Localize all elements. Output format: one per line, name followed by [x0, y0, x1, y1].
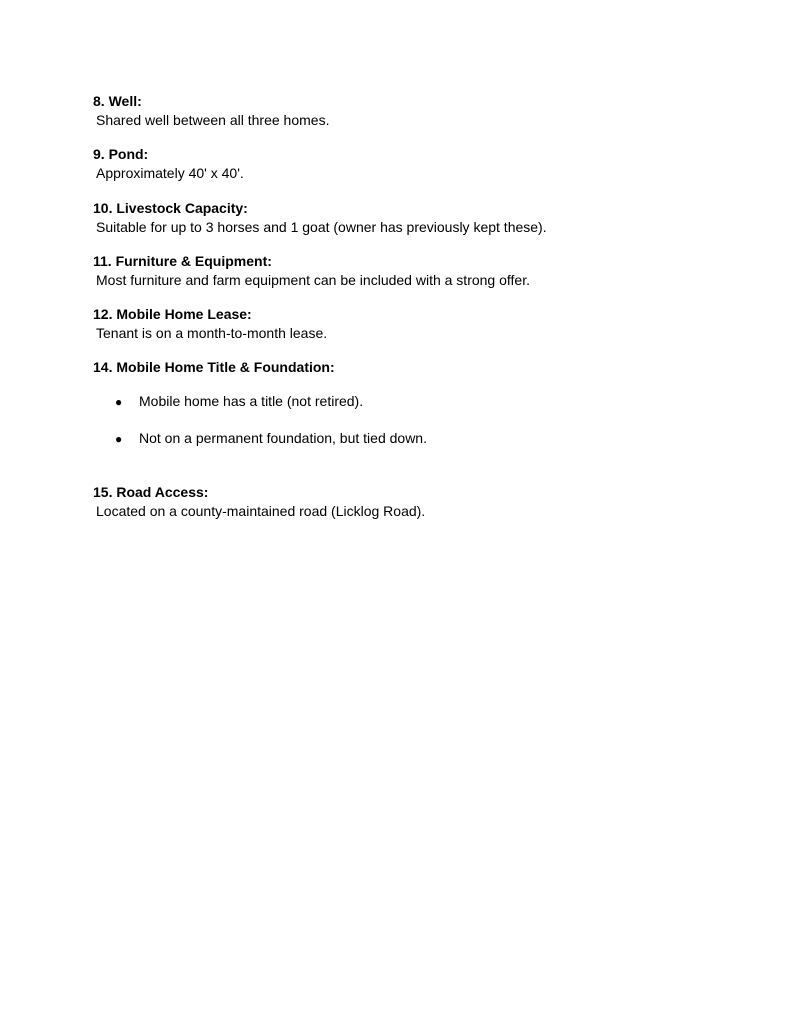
bullet-icon: ●	[115, 395, 123, 409]
section-text: Located on a county-maintained road (Licklog Road).	[96, 503, 426, 519]
section-heading: 9. Pond:	[93, 146, 149, 162]
section-pond	[93, 145, 713, 183]
section-road-access	[93, 483, 713, 521]
list-item	[115, 429, 427, 449]
section-text: Approximately 40' x 40'.	[96, 165, 244, 181]
section-livestock-capacity	[93, 199, 713, 237]
section-heading: 14. Mobile Home Title & Foundation:	[93, 359, 335, 375]
list-item-text: Mobile home has a title (not retired).	[139, 393, 364, 409]
section-heading: 12. Mobile Home Lease:	[93, 306, 252, 322]
section-text: Shared well between all three homes.	[96, 112, 330, 128]
section-mobile-home-title-foundation	[93, 358, 713, 377]
section-mobile-home-lease	[93, 305, 713, 343]
section-heading: 8. Well:	[93, 93, 142, 109]
section-heading: 15. Road Access:	[93, 484, 209, 500]
bullet-icon: ●	[115, 432, 123, 446]
section-text: Suitable for up to 3 horses and 1 goat (owner has previously kept these).	[96, 219, 547, 235]
section-furniture-equipment	[93, 252, 713, 290]
list-item	[115, 392, 363, 412]
section-text: Tenant is on a month-to-month lease.	[96, 325, 328, 341]
section-heading: 11. Furniture & Equipment:	[93, 253, 272, 269]
section-heading: 10. Livestock Capacity:	[93, 200, 248, 216]
section-well	[93, 92, 713, 130]
section-text: Most furniture and farm equipment can be included with a strong offer.	[96, 272, 530, 288]
list-item-text: Not on a permanent foundation, but tied down.	[139, 430, 427, 446]
